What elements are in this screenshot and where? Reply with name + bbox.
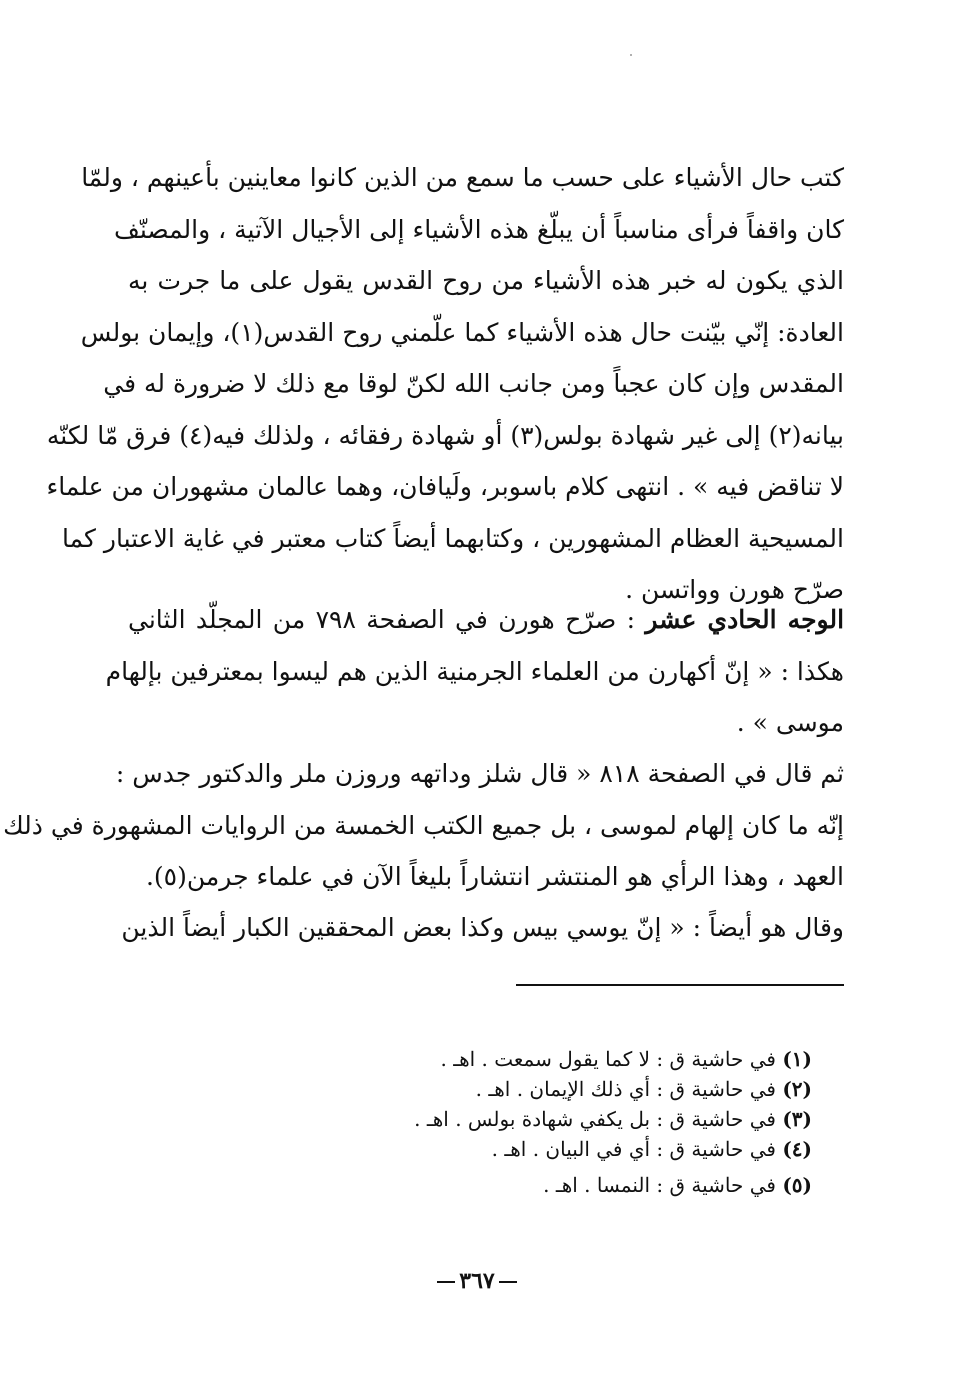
section-heading: الوجه الحادي عشر bbox=[645, 605, 845, 634]
footnote-divider bbox=[516, 984, 844, 986]
paragraph-2 bbox=[105, 594, 845, 749]
footnote-number: (٣) bbox=[782, 1107, 812, 1131]
paragraph-1 bbox=[46, 152, 844, 616]
text-line: كتب حال الأشياء على حسب ما سمع من الذين كانوا معاينين بأعينهم ، ولمّا bbox=[81, 163, 844, 192]
text-line: الذي يكون له خبر هذه الأشياء من روح القدس يقول على ما جرت به bbox=[128, 266, 844, 295]
footnote-item bbox=[352, 1134, 812, 1164]
text-line: إنّه ما كان إلهام لموسى ، بل جميع الكتب الخمسة من الروايات المشهورة في ذلك bbox=[3, 810, 844, 840]
paragraph-3 bbox=[3, 748, 844, 903]
footnote-item bbox=[352, 1074, 812, 1104]
footnote-text: في حاشية ق : أي في البيان . اهـ . bbox=[491, 1137, 776, 1161]
text-line: موسى » . bbox=[736, 708, 844, 737]
page-number bbox=[0, 1268, 954, 1294]
paragraph-4 bbox=[121, 902, 844, 954]
text-line: صرّح هورن وواتسن . bbox=[625, 575, 844, 604]
footnote-text: في حاشية ق : بل يكفي شهادة بولس . اهـ . bbox=[414, 1107, 776, 1131]
dash-left bbox=[437, 1281, 455, 1283]
text-line-with-heading bbox=[128, 594, 844, 646]
footnote-item bbox=[352, 1044, 812, 1074]
text-line: العهد ، وهذا الرأي هو المنتشر انتشاراً بليغاً الآن في علماء جرمن(٥). bbox=[145, 862, 844, 891]
footnote-number: (١) bbox=[782, 1047, 812, 1071]
text-run: : صرّح هورن في الصفحة ٧٩٨ من المجلّد الثاني bbox=[128, 605, 646, 634]
text-line: المسيحية العظام المشهورين ، وكتابهما أيضاً كتاب معتبر في غاية الاعتبار كما bbox=[61, 523, 844, 553]
text-line: لا تناقض فيه » . انتهى كلام باسوبر، ولَيافان، وهما عالمان مشهوران من علماء bbox=[46, 472, 844, 501]
text-line: المقدس وإن كان عجباً ومن جانب الله لكنّ لوقا مع ذلك لا ضرورة له في bbox=[103, 369, 844, 398]
footnote-text: في حاشية ق : أي ذلك الإيمان . اهـ . bbox=[475, 1077, 776, 1101]
footnote-text: في حاشية ق : النمسا . اهـ . bbox=[543, 1173, 776, 1197]
text-line: بيانه(٢) إلى غير شهادة بولس(٣) أو شهادة رفقائه ، ولذلك فيه(٤) فرق مّا لكنّه bbox=[46, 420, 844, 450]
footnote-text: في حاشية ق : لا كما يقول سمعت . اهـ . bbox=[440, 1047, 776, 1071]
footnote-item bbox=[352, 1104, 812, 1134]
text-line: كان واقفاً فرأى مناسباً أن يبلّغ هذه الأشياء إلى الأجيال الآتية ، والمصنّف bbox=[113, 214, 844, 244]
page-number-value: ٣٦٧ bbox=[459, 1268, 495, 1294]
text-line: وقال هو أيضاً : « إنّ يوسي بيس وكذا بعض المحققين الكبار أيضاً الذين bbox=[121, 913, 844, 942]
text-line: العادة: إنّي بيّنت حال هذه الأشياء كما علّمني روح القدس(١)، وإيمان بولس bbox=[80, 317, 844, 347]
dash-right bbox=[499, 1281, 517, 1283]
text-line: ثم قال في الصفحة ٨١٨ « قال شلز وداتهه وروزن ملر والدكتور جدس : bbox=[115, 759, 844, 788]
footnote-number: (٢) bbox=[782, 1077, 812, 1101]
footnote-number: (٥) bbox=[782, 1173, 812, 1197]
footnote-number: (٤) bbox=[782, 1137, 812, 1161]
text-line: هكذا : « إنّ أكهارن من العلماء الجرمنية الذين هم ليسوا بمعترفين بإلهام bbox=[105, 656, 844, 686]
scan-speck bbox=[630, 54, 632, 56]
footnotes bbox=[352, 1044, 812, 1200]
footnote-item bbox=[352, 1170, 812, 1200]
